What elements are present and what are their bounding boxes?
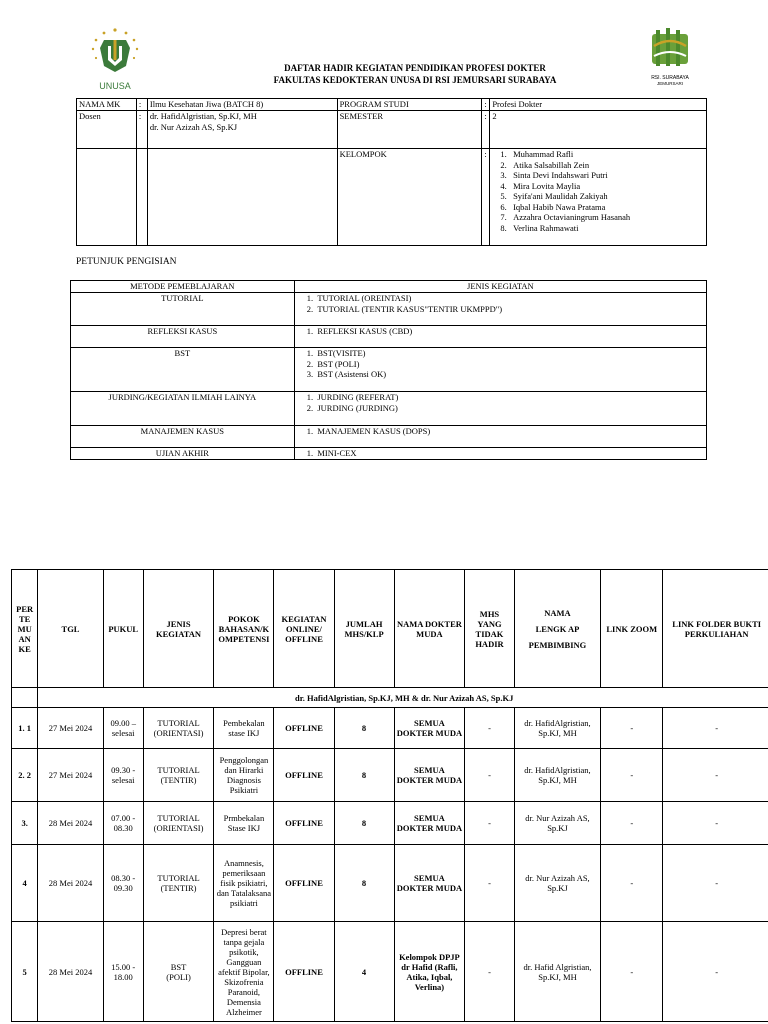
row-jenis-line: TUTORIAL [157,813,200,823]
program-studi-value: Profesi Dokter [490,99,707,111]
colon: : [482,99,490,111]
row-tgl: 27 Mei 2024 [38,749,103,802]
row-jenis-line: TUTORIAL [157,873,200,883]
attendance-table [11,569,768,1022]
row-tidak-hadir: - [465,708,515,749]
jenis-header: JENIS KEGIATAN [294,281,706,293]
colon: : [136,111,147,149]
metode-cell: UJIAN AKHIR [71,448,295,460]
row-jenis-line: (TENTIR) [160,883,197,893]
kelompok-member: 3. Sinta Devi Indahswari Putri [500,170,608,180]
row-jumlah: 8 [334,845,394,922]
row-jenis-line: (ORIENTASI) [153,728,204,738]
header-jumlah: JUMLAH MHS/KLP [334,570,394,688]
nama-mk-label: NAMA MK [77,99,137,111]
header-tgl: TGL [38,570,103,688]
table-row [12,802,768,845]
jenis-item: 2. TUTORIAL (TENTIR KASUS"TENTIR UKMPPD") [306,303,503,314]
row-jenis-line: BST [170,961,187,972]
jenis-item: 3. BST (Asistensi OK) [306,369,387,379]
table-row [12,708,768,749]
jenis-cell [294,448,706,460]
row-tidak-hadir: - [465,922,515,1022]
kelompok-list [490,149,707,246]
row-kegiatan: OFFLINE [274,749,334,802]
row-jumlah: 8 [334,802,394,845]
row-jumlah: 8 [334,749,394,802]
row-tgl: 27 Mei 2024 [38,708,103,749]
row-link-folder[interactable]: - [663,708,768,749]
rsi-logo-text-1: RSI. SURABAYA [651,75,689,81]
row-pokok: Depresi berat tanpa gejala psikotik, Gangguan afektif Bipolar, Skizofrenia Paranoid, Demensia Alzheimer [214,922,274,1022]
info-table [76,98,707,246]
kelompok-member: 1. Muhammad Rafli [500,149,574,159]
row-pukul: 15.00 - 18.00 [103,922,143,1022]
header-pertemuan: PER TE MU AN KE [12,570,38,688]
jenis-cell [294,293,706,326]
row-no: 5 [12,922,38,1022]
row-pokok: Prmbekalan Stase IKJ [214,802,274,845]
program-studi-label: PROGRAM STUDI [337,99,482,111]
jenis-item: 2. BST (POLI) [306,358,360,369]
row-tidak-hadir: - [465,802,515,845]
row-kegiatan: OFFLINE [274,708,334,749]
dosen-value [147,111,337,149]
header-link-zoom: LINK ZOOM [601,570,663,688]
petunjuk-title: PETUNJUK PENGISIAN [76,257,177,267]
row-pukul: 07.00 - 08.30 [103,802,143,845]
row-dokter: SEMUA DOKTER MUDA [394,708,465,749]
row-tidak-hadir: - [465,845,515,922]
semester-value: 2 [490,111,707,149]
semester-label: SEMESTER [337,111,482,149]
row-dokter: Kelompok DPJP dr Hafid (Rafli, Atika, Iqbal, Verlina) [394,922,465,1022]
row-link-zoom[interactable]: - [601,922,663,1022]
dosen-1: dr. HafidAlgristian, Sp.KJ, MH [149,111,257,121]
colon: : [482,149,490,246]
row-dokter: SEMUA DOKTER MUDA [394,845,465,922]
row-kegiatan: OFFLINE [274,845,334,922]
metode-cell: BST [71,348,295,392]
colon: : [482,111,490,149]
empty-cell [136,149,147,246]
row-pembimbing: dr. HafidAlgristian, Sp.KJ, MH [514,708,600,749]
rsi-logo-text-2: JEMURSARI [656,81,683,86]
header-pembimbing-line: LENGK AP [535,623,580,634]
header-link-folder: LINK FOLDER BUKTI PERKULIAHAN [663,570,768,688]
row-jenis [143,845,214,922]
row-jenis [143,749,214,802]
row-jumlah: 8 [334,708,394,749]
jenis-item: 1. REFLEKSI KASUS (CBD) [306,326,413,336]
row-tidak-hadir: - [465,749,515,802]
unusa-logo-icon [80,26,150,76]
row-dokter: SEMUA DOKTER MUDA [394,802,465,845]
row-kegiatan: OFFLINE [274,802,334,845]
kelompok-member: 5. Syifa'ani Maulidah Zakiyah [500,191,608,201]
row-kegiatan: OFFLINE [274,922,334,1022]
row-tgl: 28 Mei 2024 [38,802,103,845]
table-row [12,922,768,1022]
row-link-folder[interactable]: - [663,802,768,845]
row-no: 1. 1 [12,708,38,749]
row-no: 2. 2 [12,749,38,802]
row-no: 4 [12,845,38,922]
rsi-logo [640,26,700,92]
jenis-item: 2. JURDING (JURDING) [306,402,398,413]
header-pembimbing-line: PEMBIMBING [528,639,587,650]
jenis-item: 1. TUTORIAL (OREINTASI) [306,293,412,303]
row-pukul: 09.00 – selesai [103,708,143,749]
row-pembimbing: dr. Nur Azizah AS, Sp.KJ [514,802,600,845]
row-dokter: SEMUA DOKTER MUDA [394,749,465,802]
title-line-2: FAKULTAS KEDOKTERAN UNUSA DI RSI JEMURSARI SURABAYA [273,75,557,85]
empty-cell [77,149,137,246]
row-pokok: Anamnesis, pemeriksaan fisik psikiatri, dan Tatalaksana psikiatri [214,845,274,922]
row-jenis [143,802,214,845]
header-jenis: JENIS KEGIATAN [143,570,214,688]
jenis-cell [294,426,706,448]
title-line-1: DAFTAR HADIR KEGIATAN PENDIDIKAN PROFESI DOKTER [284,63,546,73]
row-tgl: 28 Mei 2024 [38,922,103,1022]
row-link-folder[interactable]: - [663,922,768,1022]
row-pukul: 08.30 - 09.30 [103,845,143,922]
kelompok-member: 8. Verlina Rahmawati [500,222,579,233]
header-mhs-tidak-hadir: MHS YANG TIDAK HADIR [465,570,515,688]
jenis-item: 1. JURDING (REFERAT) [306,392,399,402]
jenis-cell [294,348,706,392]
row-pukul: 09.30 - selesai [103,749,143,802]
kelompok-member: 6. Iqbal Habib Nawa Pratama [500,201,606,212]
row-pembimbing: dr. Nur Azizah AS, Sp.KJ [514,845,600,922]
row-jumlah: 4 [334,922,394,1022]
page-title [180,62,650,86]
metode-cell: MANAJEMEN KASUS [71,426,295,448]
row-link-zoom[interactable]: - [601,708,663,749]
nama-mk-value: Ilmu Kesehatan Jiwa (BATCH 8) [147,99,337,111]
row-pokok: Penggolongan dan Hirarki Diagnosis Psikiatri [214,749,274,802]
row-jenis [143,922,214,1022]
metode-header: METODE PEMEBLAJARAN [71,281,295,293]
table-row [12,749,768,802]
petunjuk-table [70,280,707,460]
unusa-logo [80,26,150,90]
header-nama-dokter: NAMA DOKTER MUDA [394,570,465,688]
dosen-label: Dosen [77,111,137,149]
row-jenis-line: (TENTIR) [160,775,197,785]
row-link-zoom[interactable]: - [601,845,663,922]
metode-cell: REFLEKSI KASUS [71,326,295,348]
jenis-cell [294,326,706,348]
row-jenis [143,708,214,749]
row-jenis-line: TUTORIAL [157,765,200,775]
row-link-zoom[interactable]: - [601,802,663,845]
kelompok-member: 4. Mira Lovita Maylia [500,180,581,191]
row-no: 3. [12,802,38,845]
jenis-item: 1. BST(VISITE) [306,348,366,358]
row-link-folder[interactable]: - [663,749,768,802]
unusa-logo-text: UNUSA [99,81,131,91]
kelompok-member: 2. Atika Salsabillah Zein [500,159,590,170]
header-pembimbing [514,570,600,688]
jenis-item: 1. MANAJEMEN KASUS (DOPS) [306,426,431,436]
row-jenis-line: (ORIENTASI) [153,823,204,833]
row-pokok: Pembekalan stase IKJ [214,708,274,749]
header-pukul: PUKUL [103,570,143,688]
metode-cell: JURDING/KEGIATAN ILMIAH LAINYA [71,392,295,426]
empty-cell [147,149,337,246]
metode-cell: TUTORIAL [71,293,295,326]
colon: : [136,99,147,111]
row-pembimbing: dr. HafidAlgristian, Sp.KJ, MH [514,749,600,802]
row-jenis-line: (POLI) [166,971,191,982]
row-link-folder[interactable]: - [663,845,768,922]
row-pembimbing: dr. Hafid Algristian, Sp.KJ, MH [514,922,600,1022]
group-label: dr. HafidAlgristian, Sp.KJ, MH & dr. Nur Azizah AS, Sp.KJ [38,688,768,708]
kelompok-label: KELOMPOK [337,149,482,246]
rsi-logo-icon [640,26,700,70]
kelompok-member: 7. Azzahra Octavianingrum Hasanah [500,212,631,222]
jenis-cell [294,392,706,426]
dosen-2: dr. Nur Azizah AS, Sp.KJ [149,121,238,132]
empty-cell [12,688,38,708]
row-tgl: 28 Mei 2024 [38,845,103,922]
row-link-zoom[interactable]: - [601,749,663,802]
jenis-item: 1. MINI-CEX [306,448,357,458]
header-pokok: POKOK BAHASAN/K OMPETENSI [214,570,274,688]
header-kegiatan: KEGIATAN ONLINE/ OFFLINE [274,570,334,688]
header-pembimbing-line: NAMA [544,607,571,618]
table-row [12,845,768,922]
row-jenis-line: TUTORIAL [157,718,200,728]
